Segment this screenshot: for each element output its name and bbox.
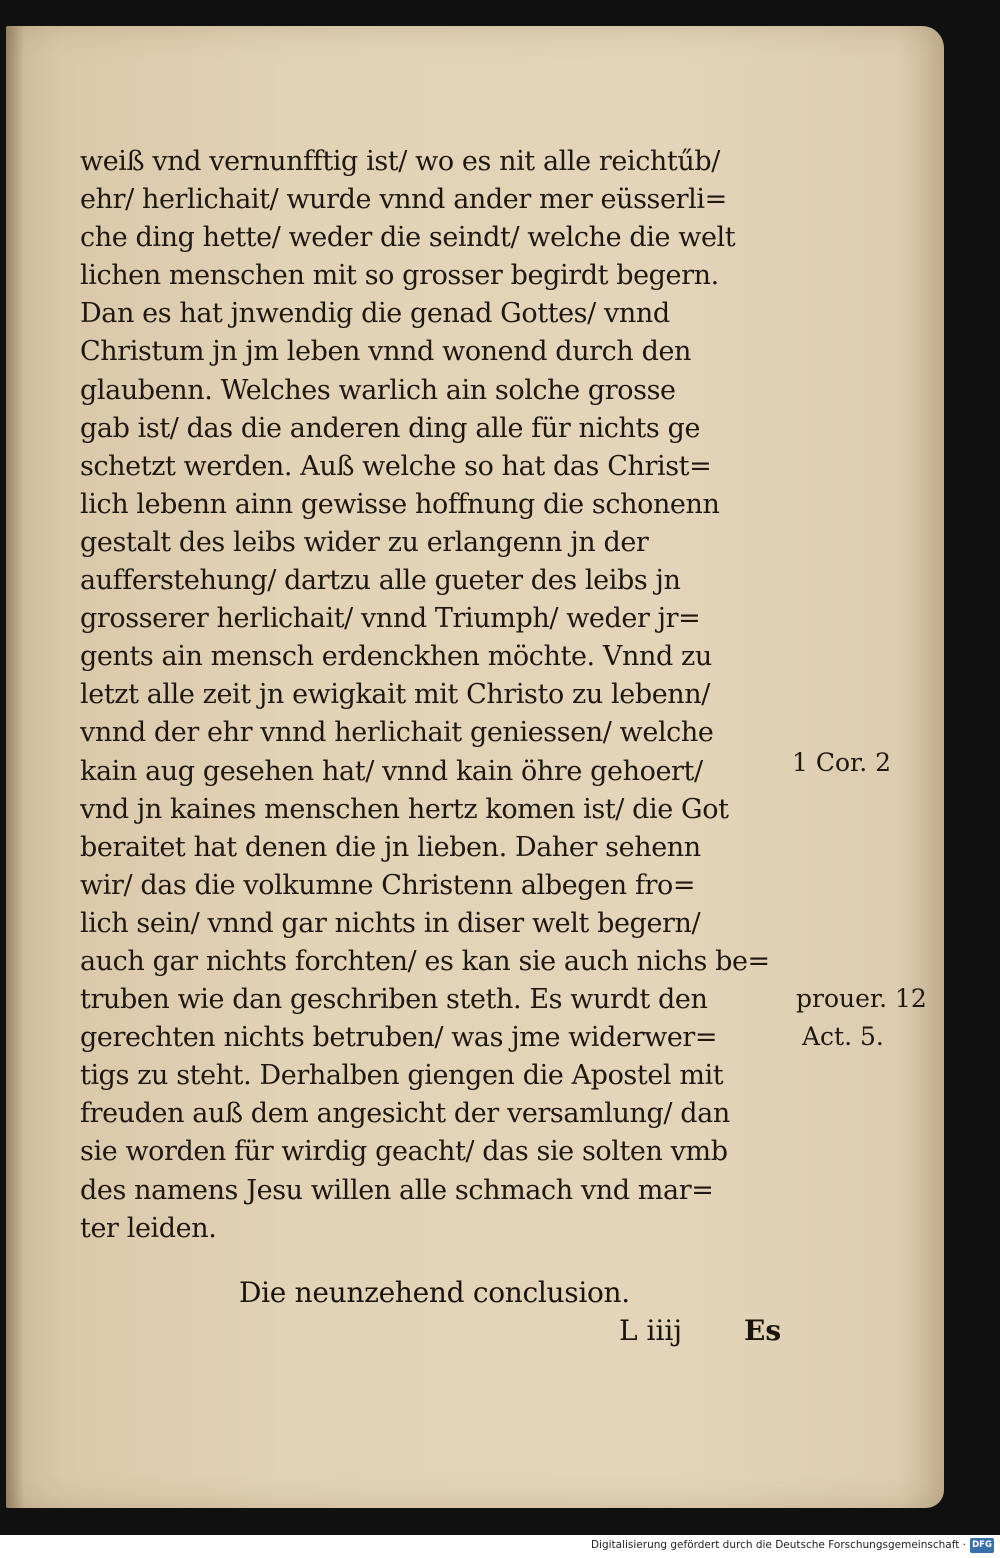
text-line: weiß vnd vernunfftig ist/ wo es nit alle reichtűb/: [80, 146, 720, 177]
text-line: letzt alle zeit jn ewigkait mit Christo zu lebenn/: [80, 679, 710, 711]
text-line: wir/ das die volkumne Christenn albegen fro=: [80, 869, 696, 901]
catchword: Es: [744, 1314, 782, 1347]
text-line: gerechten nichts betruben/ was jme widerwer=: [80, 1022, 718, 1054]
book-page: [6, 26, 944, 1508]
text-line: des namens Jesu willen alle schmach vnd mar=: [80, 1174, 714, 1206]
text-line: gab ist/ das die anderen ding alle für nichts ge: [80, 412, 701, 444]
section-heading: Die neunzehend conclusion.: [239, 1276, 630, 1309]
marginal-note-act: Act. 5.: [802, 1022, 884, 1051]
funding-notice: Digitalisierung gefördert durch die Deutsche Forschungsgemeinschaft ·: [590, 1539, 966, 1551]
text-line: glaubenn. Welches warlich ain solche grosse: [80, 374, 676, 406]
dfg-logo-icon: DFG: [970, 1538, 994, 1553]
text-line: freuden auß dem angesicht der versamlung/ dan: [80, 1098, 730, 1130]
marginal-note-cor: 1 Cor. 2: [792, 748, 892, 777]
text-line: beraitet hat denen die jn lieben. Daher sehenn: [80, 831, 701, 863]
text-line: truben wie dan geschriben steth. Es wurdt den: [80, 984, 708, 1016]
text-line: grosserer herlichait/ vnnd Triumph/ weder jr=: [80, 603, 701, 635]
text-line: vnd jn kaines menschen hertz komen ist/ die Got: [80, 793, 729, 825]
signature-mark: L iiij: [619, 1314, 683, 1347]
text-line: gestalt des leibs wider zu erlangenn jn der: [80, 526, 649, 558]
text-line: lichen menschen mit so grosser begirdt begern.: [80, 260, 719, 292]
text-line: lich lebenn ainn gewisse hoffnung die schonenn: [80, 488, 720, 520]
text-line: vnnd der ehr vnnd herlichait geniessen/ welche: [80, 717, 714, 749]
text-line: gents ain mensch erdenckhen möchte. Vnnd zu: [80, 641, 712, 673]
text-line: aufferstehung/ dartzu alle gueter des leibs jn: [80, 565, 681, 597]
text-line: schetzt werden. Auß welche so hat das Christ=: [80, 450, 712, 482]
text-line: kain aug gesehen hat/ vnnd kain öhre gehoert/: [80, 755, 703, 787]
marginal-note-prover: prouer. 12: [796, 984, 927, 1013]
text-line: ehr/ herlichait/ wurde vnnd ander mer eüsserli=: [80, 184, 727, 216]
text-line: che ding hette/ weder die seindt/ welche die welt: [80, 222, 736, 254]
text-line: tigs zu steht. Derhalben giengen die Apostel mit: [80, 1060, 724, 1092]
text-line: sie worden für wirdig geacht/ das sie solten vmb: [80, 1136, 728, 1168]
text-line: Christum jn jm leben vnnd wonend durch den: [80, 336, 692, 368]
text-line: ter leiden.: [80, 1212, 217, 1244]
text-line: Dan es hat jnwendig die genad Gottes/ vnnd: [80, 298, 670, 330]
body-text: [80, 143, 800, 1248]
text-line: auch gar nichts forchten/ es kan sie auch nichs be=: [80, 945, 770, 977]
text-line: lich sein/ vnnd gar nichts in diser welt begern/: [80, 907, 701, 939]
footer-bar: [0, 1535, 1000, 1558]
